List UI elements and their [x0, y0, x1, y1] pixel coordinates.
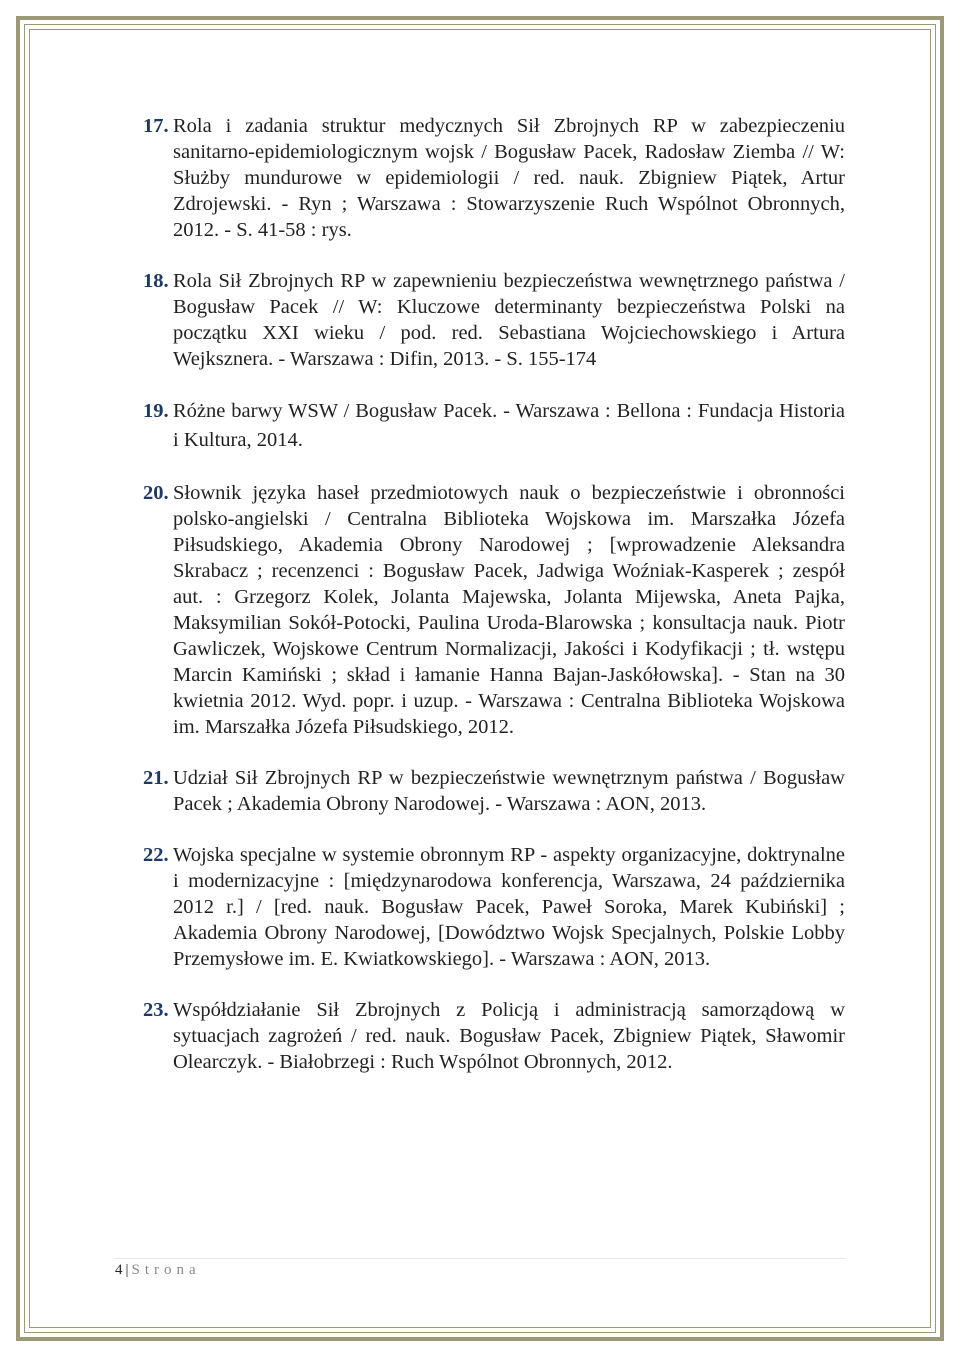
footer-divider: [115, 1258, 845, 1259]
entry-text: Wojska specjalne w systemie obronnym RP - aspekty organizacyjne, doktrynalne i modernizacyjne : [międzynarodowa konferencja, Warszawa, 24 października 2012 r.] / [red. nauk. Bogusław Pacek, Paweł Soroka, Marek Kubiński] ; Akademia Obrony Narodowej, [Dowództwo Wojsk Specjalnych, Polskie Lobby Przemysłowe im. E. Kwiatkowskiego]. - Warszawa : AON, 2013.: [173, 844, 845, 970]
entry-number: 19.: [143, 400, 169, 422]
entry-number: 20.: [143, 482, 169, 504]
bibliography-entry-17: [143, 113, 845, 243]
footer-label: Strona: [131, 1262, 201, 1278]
entry-text: Współdziałanie Sił Zbrojnych z Policją i administracją samorządową w sytuacjach zagrożeń / red. nauk. Bogusław Pacek, Zbigniew Piątek, Sławomir Olearczyk. - Białobrzegi : Ruch Wspólnot Obronnych, 2012.: [173, 999, 845, 1073]
entry-number: 23.: [143, 999, 169, 1021]
bibliography-entry-18: [143, 268, 845, 372]
entry-number: 21.: [143, 767, 169, 789]
entry-number: 18.: [143, 270, 169, 292]
bibliography-entry-19: [143, 397, 845, 455]
bibliography-entry-21: [143, 765, 845, 817]
entry-text: Różne barwy WSW / Bogusław Pacek. - Warszawa : Bellona : Fundacja Historia i Kultura, 2014.: [173, 400, 845, 451]
bibliography-entry-22: [143, 842, 845, 972]
entry-text: Rola i zadania struktur medycznych Sił Zbrojnych RP w zabezpieczeniu sanitarno-epidemiologicznym wojsk / Bogusław Pacek, Radosław Ziemba // W: Służby mundurowe w epidemiologii / red. nauk. Zbigniew Piątek, Artur Zdrojewski. - Ryn ; Warszawa : Stowarzyszenie Ruch Wspólnot Obronnych, 2012. - S. 41-58 : rys.: [173, 115, 845, 241]
entry-text: Rola Sił Zbrojnych RP w zapewnieniu bezpieczeństwa wewnętrznego państwa / Bogusław Pacek // W: Kluczowe determinanty bezpieczeństwa Polski na początku XXI wieku / pod. red. Sebastiana Wojciechowskiego i Artura Wejksznera. - Warszawa : Difin, 2013. - S. 155-174: [173, 270, 845, 370]
bibliography-entry-23: [143, 997, 845, 1075]
bibliography-list: [143, 113, 845, 1100]
entry-text: Słownik języka haseł przedmiotowych nauk o bezpieczeństwie i obronności polsko-angielski / Centralna Biblioteka Wojskowa im. Marszałka Józefa Piłsudskiego, Akademia Obrony Narodowej ; [wprowadzenie Aleksandra Skrabacz ; recenzenci : Bogusław Pacek, Jadwiga Woźniak-Kasperek ; zespół aut. : Grzegorz Kolek, Jolanta Majewska, Jolanta Mijewska, Aneta Pajka, Maksymilian Sokół-Potocki, Paulina Uroda-Blarowska ; konsultacja nauk. Piotr Gawliczek, Wojskowe Centrum Normalizacji, Jakości i Kodyfikacji ; tł. wstępu Marcin Kamiński ; skład i łamanie Hanna Bajan-Jaskółowska]. - Stan na 30 kwietnia 2012. Wyd. popr. i uzup. - Warszawa : Centralna Biblioteka Wojskowa im. Marszałka Józefa Piłsudskiego, 2012.: [173, 482, 845, 738]
entry-number: 22.: [143, 844, 169, 866]
entry-number: 17.: [143, 115, 169, 137]
footer-separator: |: [125, 1262, 129, 1278]
bibliography-entry-20: [143, 480, 845, 740]
page-number: 4: [115, 1262, 123, 1278]
entry-text: Udział Sił Zbrojnych RP w bezpieczeństwie wewnętrznym państwa / Bogusław Pacek ; Akademia Obrony Narodowej. - Warszawa : AON, 2013.: [173, 767, 845, 815]
page-footer: [115, 1262, 201, 1279]
